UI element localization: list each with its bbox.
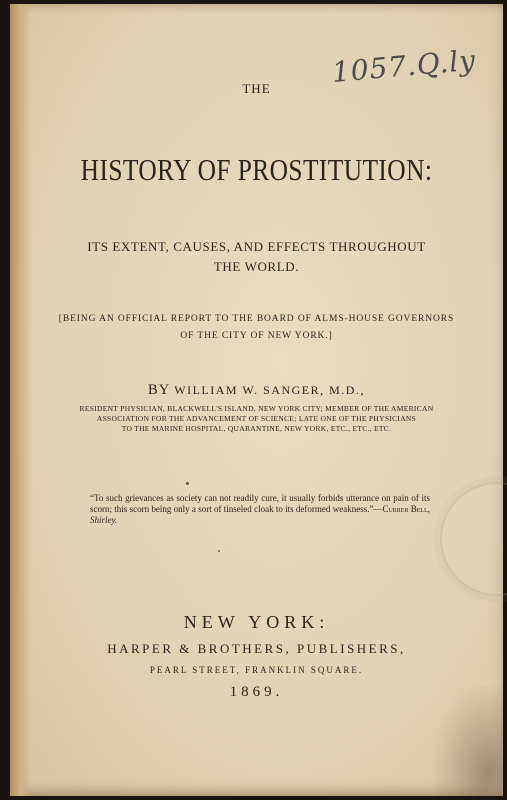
credentials-line-1: RESIDENT PHYSICIAN, BLACKWELL'S ISLAND, NEW YORK CITY; MEMBER OF THE AMERICAN xyxy=(79,404,434,413)
report-line-1: [BEING AN OFFICIAL REPORT TO THE BOARD OF ALMS-HOUSE GOVERNORS xyxy=(58,314,455,324)
page-speck xyxy=(218,550,220,552)
report-note xyxy=(10,311,503,345)
epigraph-work: Shirley. xyxy=(90,515,118,525)
title-article: THE xyxy=(242,81,271,96)
title-page xyxy=(10,4,503,796)
library-stamp-faint xyxy=(440,482,507,596)
byline-prefix: BY xyxy=(148,382,170,398)
author-name: WILLIAM W. SANGER, M.D., xyxy=(174,383,365,397)
subtitle-line-1: ITS EXTENT, CAUSES, AND EFFECTS THROUGHOUT xyxy=(87,239,426,254)
credentials-line-3: TO THE MARINE HOSPITAL, QUARANTINE, NEW YORK, ETC., ETC., ETC. xyxy=(121,424,392,433)
byline xyxy=(10,382,503,399)
publisher-address: PEARL STREET, FRANKLIN SQUARE. xyxy=(149,665,364,675)
publication-city: NEW YORK: xyxy=(183,612,330,632)
epigraph xyxy=(90,493,430,526)
epigraph-text: “To such grievances as society can not readily cure, it usually forbids utterance on pain of its scorn; this scorn being only a sort of tinseled cloak to its deformed weakness.”— xyxy=(90,493,430,514)
author-credentials xyxy=(10,404,503,434)
page-binding-edge xyxy=(10,4,32,796)
report-line-2: OF THE CITY OF NEW YORK.] xyxy=(180,331,333,341)
handwritten-shelfmark: 1057.Q.ly xyxy=(330,43,478,89)
publisher-name: HARPER & BROTHERS, PUBLISHERS, xyxy=(107,641,406,656)
page-stain xyxy=(433,686,503,796)
book-title: HISTORY OF PROSTITUTION: xyxy=(80,152,433,187)
page-speck xyxy=(186,482,189,485)
subtitle xyxy=(10,237,503,277)
epigraph-attribution: Currer Bell, xyxy=(382,504,430,514)
subtitle-line-2: THE WORLD. xyxy=(213,259,300,274)
publication-year: 1869. xyxy=(229,684,284,700)
credentials-line-2: ASSOCIATION FOR THE ADVANCEMENT OF SCIENCE; LATE ONE OF THE PHYSICIANS xyxy=(96,414,417,423)
